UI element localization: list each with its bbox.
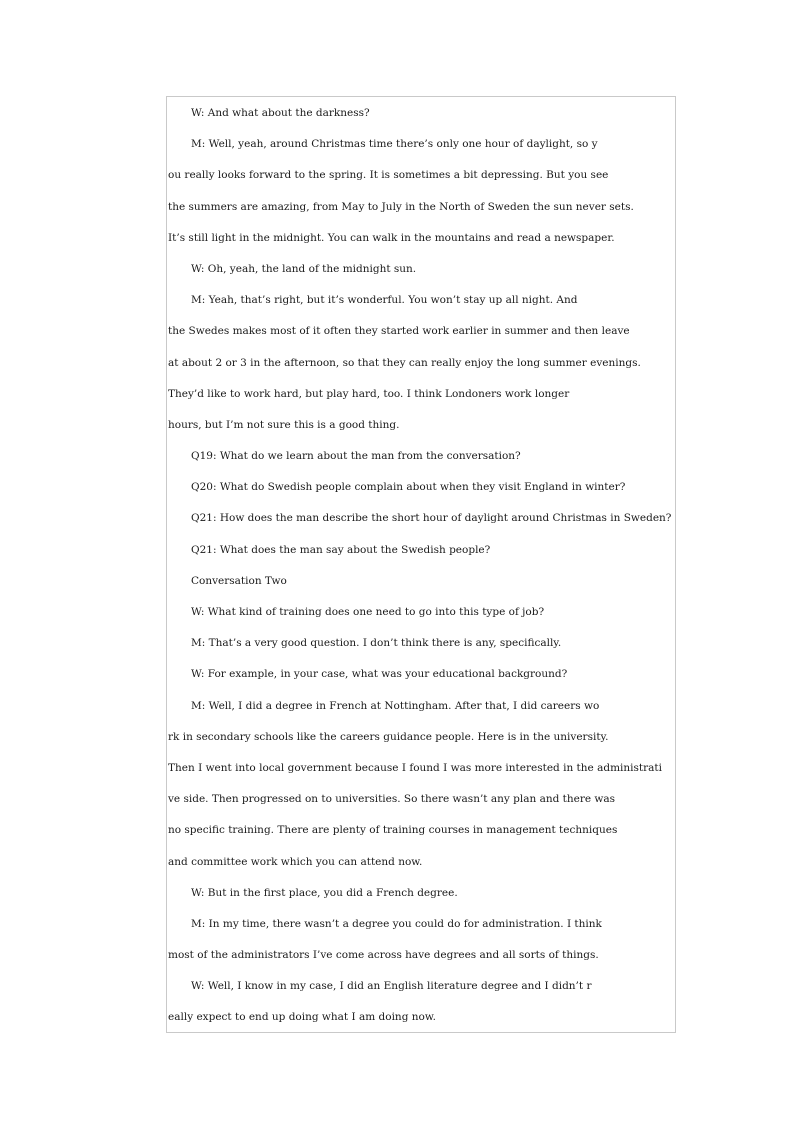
paragraph-line bbox=[168, 316, 676, 347]
line-text: the Swedes makes most of it often they started work earlier in summer and then leave bbox=[168, 325, 630, 338]
line-text: W: Oh, yeah, the land of the midnight sun. bbox=[191, 262, 417, 275]
paragraph-line bbox=[168, 160, 676, 191]
paragraph-line bbox=[168, 379, 676, 410]
paragraph-line bbox=[168, 628, 676, 659]
line-text: M: That’s a very good question. I don’t think there is any, specifically. bbox=[191, 637, 562, 650]
paragraph-line bbox=[168, 192, 676, 223]
line-text: W: But in the first place, you did a French degree. bbox=[191, 886, 458, 899]
line-text: W: For example, in your case, what was your educational background? bbox=[191, 668, 568, 681]
line-text: They’d like to work hard, but play hard, too. I think Londoners work longer bbox=[168, 387, 570, 400]
paragraph-line bbox=[168, 410, 676, 441]
line-text: Q21: How does the man describe the short hour of daylight around Christmas in Sweden? bbox=[191, 512, 672, 525]
line-text: Q20: What do Swedish people complain about when they visit England in winter? bbox=[191, 481, 626, 494]
paragraph-line bbox=[168, 129, 676, 160]
line-text: rk in secondary schools like the careers guidance people. Here is in the university. bbox=[168, 730, 609, 743]
line-text: ve side. Then progressed on to universities. So there wasn’t any plan and there was bbox=[168, 793, 616, 806]
line-text: M: Well, I did a degree in French at Nottingham. After that, I did careers wo bbox=[191, 699, 600, 712]
line-text: most of the administrators I’ve come across have degrees and all sorts of things. bbox=[168, 949, 599, 962]
line-text: W: Well, I know in my case, I did an English literature degree and I didn’t r bbox=[191, 980, 592, 993]
paragraph-line bbox=[168, 815, 676, 846]
paragraph-line bbox=[168, 98, 676, 129]
paragraph-line bbox=[168, 971, 676, 1002]
paragraph-line bbox=[168, 223, 676, 254]
line-text: hours, but I’m not sure this is a good thing. bbox=[168, 418, 400, 431]
paragraph-line bbox=[168, 503, 676, 534]
paragraph-line bbox=[168, 722, 676, 753]
paragraph-line bbox=[168, 348, 676, 379]
line-text: no specific training. There are plenty of training courses in management techniques bbox=[168, 824, 618, 837]
paragraph-line bbox=[168, 285, 676, 316]
line-text: It’s still light in the midnight. You can walk in the mountains and read a newspaper. bbox=[168, 231, 615, 244]
paragraph-line bbox=[168, 535, 676, 566]
paragraph-line bbox=[168, 784, 676, 815]
line-text: Then I went into local government because I found I was more interested in the administrati bbox=[168, 761, 662, 774]
line-text: Conversation Two bbox=[191, 574, 287, 587]
line-text: W: And what about the darkness? bbox=[191, 107, 370, 119]
paragraph-line bbox=[168, 940, 676, 971]
paragraph-line bbox=[168, 909, 676, 940]
paragraph-line bbox=[168, 441, 676, 472]
line-text: M: In my time, there wasn’t a degree you could do for administration. I think bbox=[191, 917, 602, 930]
paragraph-line bbox=[168, 659, 676, 690]
paragraph-line bbox=[168, 566, 676, 597]
paragraph-line bbox=[168, 753, 676, 784]
paragraph-line bbox=[168, 597, 676, 628]
line-text: the summers are amazing, from May to July in the North of Sweden the sun never sets. bbox=[168, 200, 634, 213]
line-text: at about 2 or 3 in the afternoon, so that they can really enjoy the long summer evenings. bbox=[168, 356, 641, 369]
paragraph-line bbox=[168, 847, 676, 878]
line-text: Q21: What does the man say about the Swedish people? bbox=[191, 543, 491, 556]
line-text: M: Yeah, that’s right, but it’s wonderful. You won’t stay up all night. And bbox=[191, 294, 578, 307]
line-text: M: Well, yeah, around Christmas time there’s only one hour of daylight, so y bbox=[191, 138, 598, 151]
line-text: eally expect to end up doing what I am doing now. bbox=[168, 1011, 436, 1024]
document-body bbox=[168, 98, 676, 1034]
line-text: ou really looks forward to the spring. It is sometimes a bit depressing. But you see bbox=[168, 169, 609, 182]
line-text: and committee work which you can attend now. bbox=[168, 855, 423, 868]
line-text: Q19: What do we learn about the man from the conversation? bbox=[191, 450, 521, 463]
paragraph-line bbox=[168, 691, 676, 722]
paragraph-line bbox=[168, 254, 676, 285]
paragraph-line bbox=[168, 1002, 676, 1033]
line-text: W: What kind of training does one need to go into this type of job? bbox=[191, 606, 545, 618]
paragraph-line bbox=[168, 472, 676, 503]
paragraph-line bbox=[168, 878, 676, 909]
